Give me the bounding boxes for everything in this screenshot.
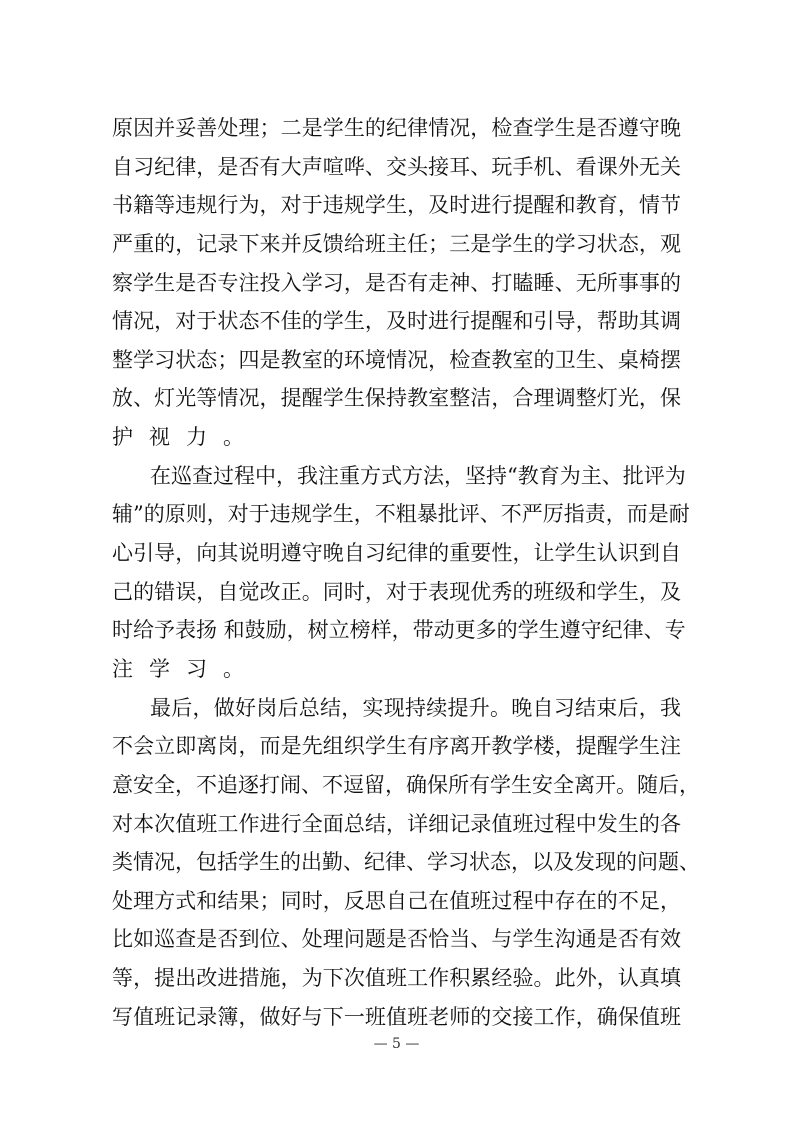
text-line: 心引导，向其说明遵守晚自习纪律的重要性，让学生认识到自 <box>112 541 681 566</box>
text-line: 意安全，不追逐打闹、不逗留，确保所有学生安全离开。随后， <box>112 772 700 797</box>
text-line: 整学习状态；四是教室的环境情况，检查教室的卫生、桌椅摆 <box>112 347 681 372</box>
text-line: 护视力。 <box>112 425 260 450</box>
text-line: 处理方式和结果；同时，反思自己在值班过程中存在的不足， <box>112 888 681 913</box>
text-line: 察学生是否专注投入学习，是否有走神、打瞌睡、无所事事的 <box>112 270 681 295</box>
paragraph <box>112 457 690 689</box>
text-line: 时给予表扬 和鼓励，树立榜样，带动更多的学生遵守纪律、专 <box>112 618 686 643</box>
text-line: 类情况，包括学生的出勤、纪律、学习状态，以及发现的问题、 <box>112 850 700 875</box>
text-line: 对本次值班工作进行全面总结，详细记录值班过程中发生的各 <box>112 811 681 836</box>
document-body <box>112 109 700 1036</box>
text-line: 等，提出改进措施，为下次值班工作积累经验。此外，认真填 <box>112 966 681 991</box>
text-line: 书籍等违规行为，对于违规学生，及时进行提醒和教育，情节 <box>112 193 681 218</box>
page-number: — 5 — <box>373 1036 420 1052</box>
text-line: 自习纪律，是否有大声喧哗、交头接耳、玩手机、看课外无关 <box>112 154 681 179</box>
text-line: 原因并妥善处理；二是学生的纪律情况，检查学生是否遵守晚 <box>112 116 681 140</box>
text-line: 辅”的原则，对于违规学生，不粗暴批评、不严厉指责，而是耐 <box>112 502 690 527</box>
text-line: 比如巡查是否到位、处理问题是否恰当、与学生沟通是否有效 <box>112 927 681 952</box>
text-line: 最后，做好岗后总结，实现持续提升。晚自习结束后，我 <box>150 695 681 720</box>
text-line: 放、灯光等情况，提醒学生保持教室整洁，合理调整灯光，保 <box>112 386 681 411</box>
text-line: 写值班记录簿，做好与下一班值班老师的交接工作，确保值班 <box>112 1004 681 1029</box>
text-line: 情况，对于状态不佳的学生，及时进行提醒和引导，帮助其调 <box>112 309 681 334</box>
paragraph <box>112 689 700 1037</box>
text-line: 注学习。 <box>112 656 260 681</box>
text-line: 不会立即离岗，而是先组织学生有序离开教学楼，提醒学生注 <box>112 734 681 759</box>
text-line: 严重的，记录下来并反馈给班主任；三是学生的学习状态，观 <box>112 231 681 256</box>
text-line: 在巡查过程中，我注重方式方法，坚持“教育为主、批评为 <box>150 463 686 488</box>
text-line: 己的错误，自觉改正。同时，对于表现优秀的班级和学生，及 <box>112 579 681 604</box>
paragraph <box>112 109 681 457</box>
